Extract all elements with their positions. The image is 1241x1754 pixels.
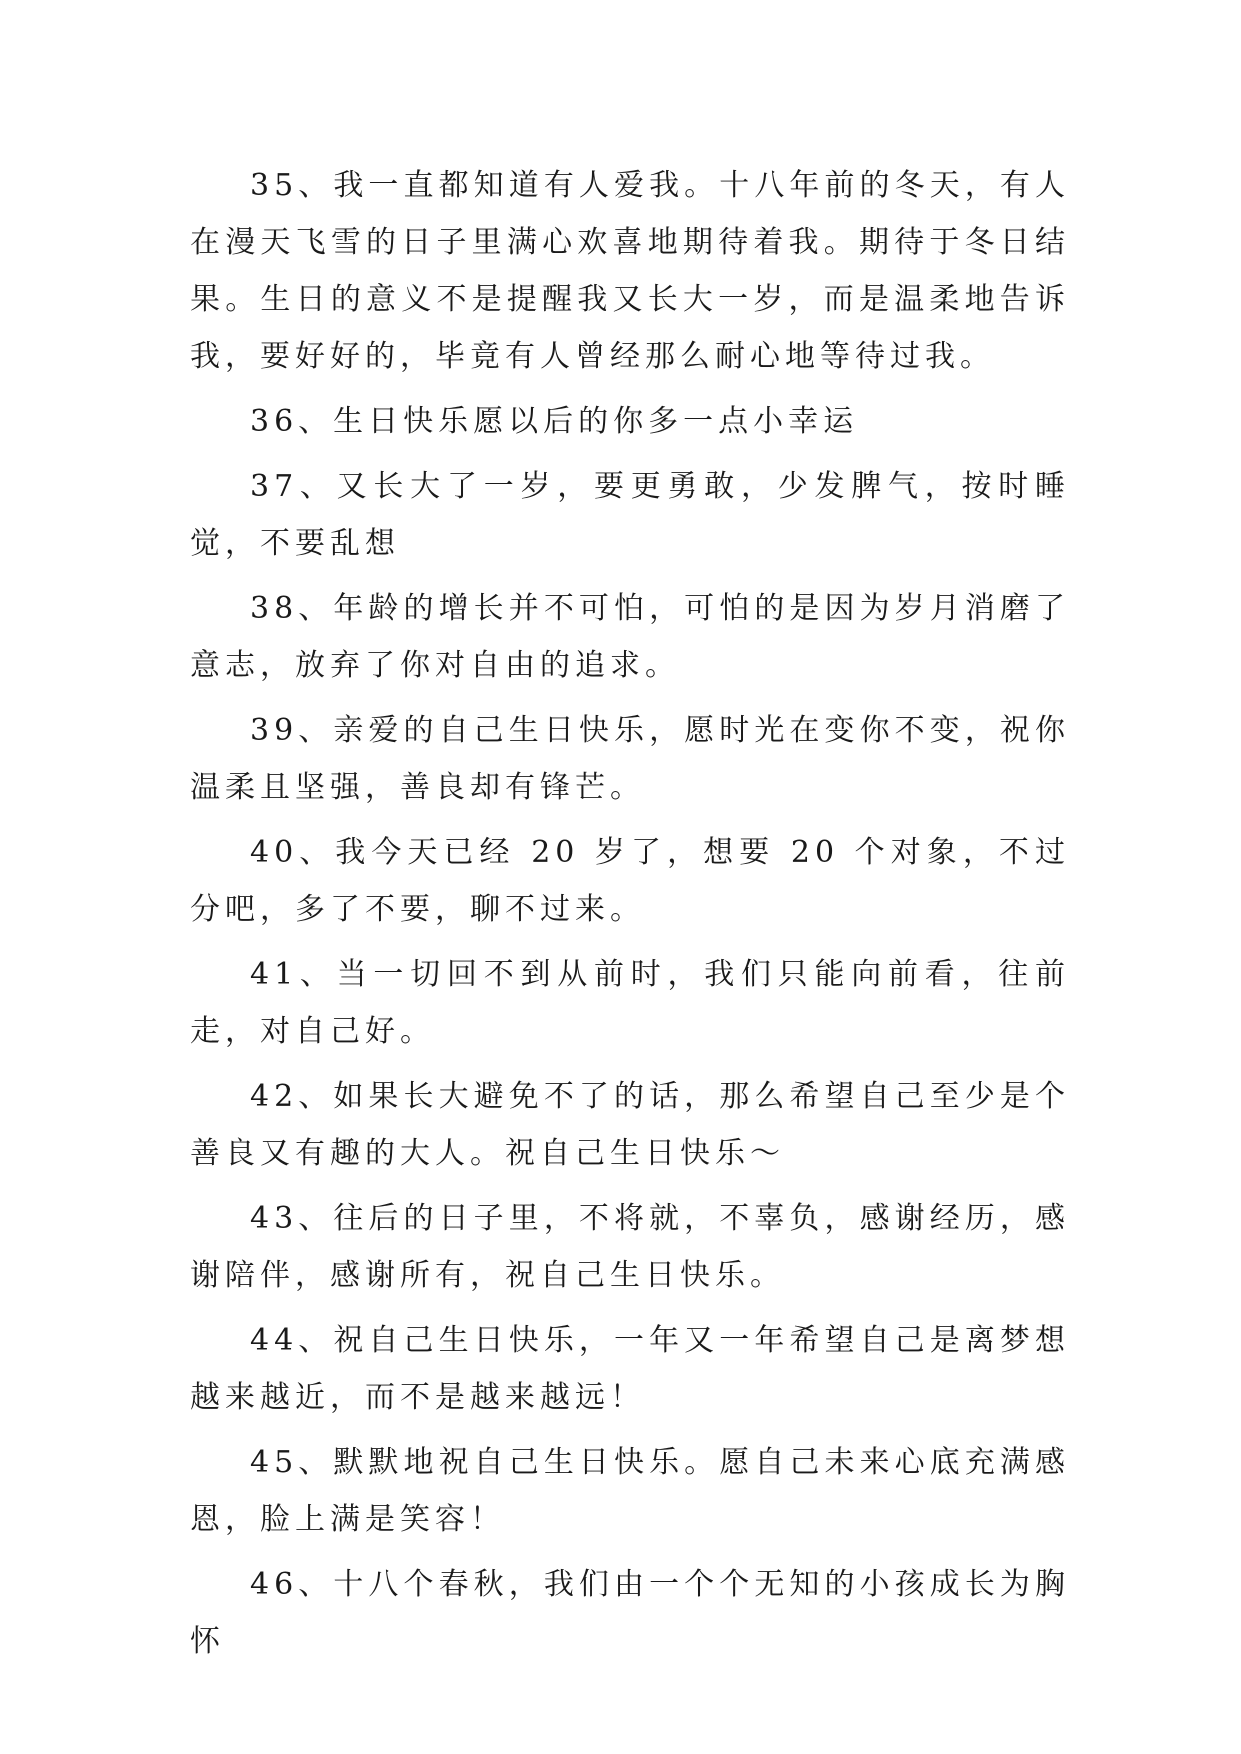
paragraph-37: 37、又长大了一岁，要更勇敢，少发脾气，按时睡觉，不要乱想	[190, 469, 1070, 561]
paragraph-40: 40、我今天已经 20 岁了，想要 20 个对象，不过分吧，多了不要，聊不过来。	[190, 835, 1070, 927]
paragraph-45: 45、默默地祝自己生日快乐。愿自己未来心底充满感恩，脸上满是笑容！	[190, 1445, 1070, 1537]
paragraph-43: 43、往后的日子里，不将就，不辜负，感谢经历，感谢陪伴，感谢所有，祝自己生日快乐。	[190, 1201, 1070, 1293]
paragraph-35: 35、我一直都知道有人爱我。十八年前的冬天，有人在漫天飞雪的日子里满心欢喜地期待着我。期待于冬日结果。生日的意义不是提醒我又长大一岁，而是温柔地告诉我，要好好的，毕竟有人曾经那么耐心地等待过我。	[190, 168, 1070, 374]
paragraph-42: 42、如果长大避免不了的话，那么希望自己至少是个善良又有趣的大人。祝自己生日快乐～	[190, 1079, 1070, 1171]
paragraph-44: 44、祝自己生日快乐，一年又一年希望自己是离梦想越来越近，而不是越来越远！	[190, 1323, 1070, 1415]
paragraph-38: 38、年龄的增长并不可怕，可怕的是因为岁月消磨了意志，放弃了你对自由的追求。	[190, 591, 1070, 683]
paragraph-36: 36、生日快乐愿以后的你多一点小幸运	[250, 404, 859, 439]
paragraph-41: 41、当一切回不到从前时，我们只能向前看，往前走，对自己好。	[190, 957, 1070, 1049]
paragraph-46: 46、十八个春秋，我们由一个个无知的小孩成长为胸怀	[190, 1567, 1070, 1659]
document-body	[190, 157, 1070, 1678]
paragraph-39: 39、亲爱的自己生日快乐，愿时光在变你不变，祝你温柔且坚强，善良却有锋芒。	[190, 713, 1070, 805]
